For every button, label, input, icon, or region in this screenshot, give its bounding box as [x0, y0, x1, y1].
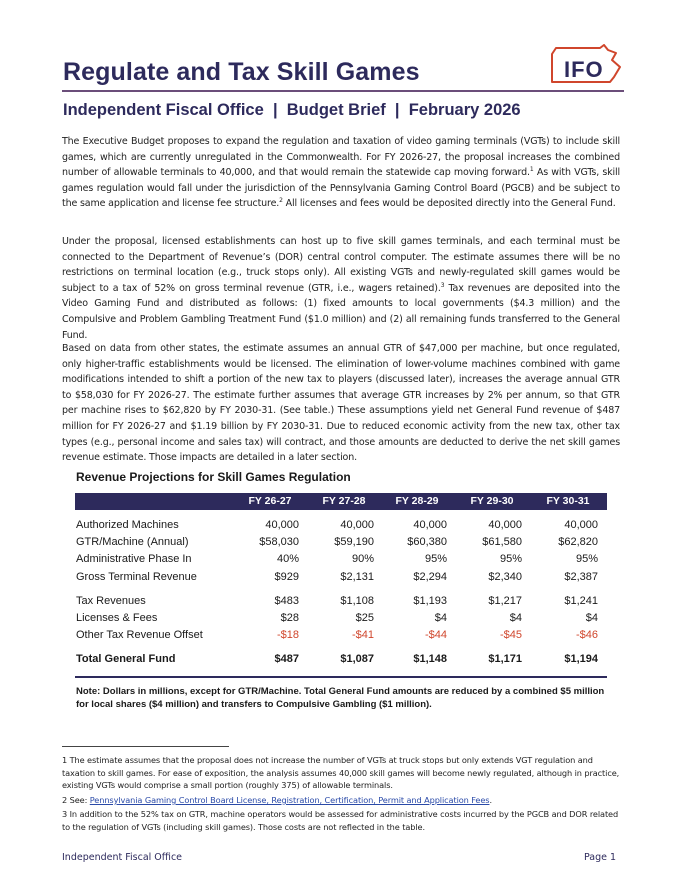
paragraph-3: Based on data from other states, the estimate assumes an annual GTR of $47,000 per machine, but once regulated, only higher-traffic establishments would be licensed. The elimination of lower-volume machines combined with game modifications intended to shift a portion of the new tax to players (discussed later), increases the average annual GTR to $58,030 for FY 2026-27. The estimate further assumes that average GTR increases by 2% per annum, so that GTR per machine rises to $62,820 by FY 2030-31. (See table.) These assumptions yield net General Fund revenue of $487 million for FY 2026-27 and $1.19 billion by FY 2030-31. Due to reduced economic activity from the new tax, other tax types (e.g., personal income and sales tax) will contract, and those amounts are deducted to derive the net skill games revenue estimate. Those impacts are detailed in a later section.: [62, 343, 620, 464]
table-cell: $929: [274, 571, 299, 583]
table-cell: $483: [274, 595, 299, 607]
table-row: [76, 569, 606, 586]
table-row: [76, 551, 606, 568]
table-cell: $25: [355, 612, 374, 624]
table-cell: $2,387: [564, 571, 598, 583]
table-cell: 40,000: [413, 519, 447, 531]
table-cell: $2,131: [340, 571, 374, 583]
table-cell: 40,000: [488, 519, 522, 531]
table-cell: -$41: [351, 629, 374, 641]
row-label: Tax Revenues: [76, 595, 146, 607]
table-row: [76, 534, 606, 551]
row-label: GTR/Machine (Annual): [76, 536, 189, 548]
table-cell: $1,087: [340, 653, 374, 665]
footnote-divider: [62, 746, 229, 747]
footnote-ref-1[interactable]: 1: [529, 166, 534, 174]
table-cell: $58,030: [259, 536, 299, 548]
table-cell: $1,241: [564, 595, 598, 607]
footnote-1: 1 The estimate assumes that the proposal does not increase the number of VGTs at truck stops but only extends VGT regulation and taxation to skill games. For ease of exposition, the analysis assumes 40,000 skill games will become newly regulated, although in practice, existing VGTs would comprise a small portion (roughly 375) of allowable terminals.: [62, 755, 620, 790]
table-cell: $1,108: [340, 595, 374, 607]
table-note: Note: Dollars in millions, except for GTR/Machine. Total General Fund amounts are reduced by a combined $5 million for local shares ($4 million) and transfers to Compulsive Gambling ($1 million).: [76, 686, 605, 710]
page-number: Page 1: [584, 852, 617, 863]
table-cell: $1,194: [564, 653, 598, 665]
row-label: Authorized Machines: [76, 519, 179, 531]
table-cell: 40,000: [340, 519, 374, 531]
pgcb-fees-link[interactable]: Pennsylvania Gaming Control Board License, Registration, Certification, Permit and Application Fees: [89, 795, 490, 805]
row-label: Gross Terminal Revenue: [76, 571, 197, 583]
table-cell: $2,340: [488, 571, 522, 583]
row-label: Total General Fund: [76, 653, 176, 665]
row-label: Licenses & Fees: [76, 612, 158, 624]
table-cell: 95%: [424, 553, 447, 565]
table-cell: 40,000: [265, 519, 299, 531]
paragraph-1: The Executive Budget proposes to expand the regulation and taxation of video gaming terminals (VGTs) to include skill games, which are currently unregulated in the Commonwealth. For FY 2026-27, the proposal increases the combined number of allowable terminals to 40,000, and that would remain the statewide cap moving forward.$^1$ As with VGTs, skill games regulation would fall under the jurisdiction of the Pennsylvania Gaming Control Board (PGCB) and be subject to the same application and license fee structure.$^2$ All licenses and fees would be deposited directly into the General Fund.: [62, 136, 620, 210]
table-cell: $1,148: [413, 653, 447, 665]
table-cell: $2,294: [413, 571, 447, 583]
table-cell: $28: [280, 612, 299, 624]
column-header: FY 28-29: [395, 495, 439, 507]
header-divider: [62, 90, 624, 92]
table-cell: $61,580: [482, 536, 522, 548]
table-cell: 95%: [499, 553, 522, 565]
table-cell: 40,000: [564, 519, 598, 531]
page-subtitle: Independent Fiscal Office | Budget Brief | February 2026: [63, 101, 521, 119]
table-cell: $487: [274, 653, 299, 665]
table-cell: -$18: [276, 629, 299, 641]
column-header: FY 29-30: [470, 495, 514, 507]
table-cell: -$45: [499, 629, 522, 641]
total-row: [76, 651, 606, 668]
paragraph-2: Under the proposal, licensed establishments can host up to five skill games terminals, and each terminal must be connected to the Department of Revenue’s (DOR) central control computer. The estimate assumes there will be no restrictions on terminal location (e.g., truck stops only). All existing VGTs and newly-regulated skill games would be subject to a tax of 52% on gross terminal revenue (GTR, i.e., wagers retained).$^3$ Tax revenues are deposited into the Video Gaming Fund and distributed as follows: (1) fixed amounts to local governments ($4.3 million) and the Compulsive and Problem Gambling Treatment Fund ($1.0 million) and (2) all remaining funds transferred to the General Fund.: [62, 236, 621, 341]
footnote-ref-2[interactable]: 2: [279, 197, 283, 205]
column-header: FY 26-27: [248, 495, 292, 507]
table-cell: 40%: [276, 553, 299, 565]
row-label: Other Tax Revenue Offset: [76, 629, 203, 641]
table-cell: $1,217: [488, 595, 522, 607]
footnote-ref-3[interactable]: 3: [440, 281, 445, 289]
table-cell: $59,190: [334, 536, 374, 548]
table-cell: $1,193: [413, 595, 447, 607]
table-header: [75, 493, 607, 510]
table-row: [76, 517, 606, 534]
row-label: Administrative Phase In: [76, 553, 192, 565]
footer-org: Independent Fiscal Office: [62, 852, 183, 863]
table-cell: $1,171: [488, 653, 522, 665]
column-header: FY 30-31: [546, 495, 590, 507]
table-cell: $4: [509, 612, 522, 624]
table-cell: $4: [585, 612, 598, 624]
table-cell: $62,820: [558, 536, 598, 548]
table-row: [76, 593, 606, 610]
page-title: Regulate and Tax Skill Games: [63, 58, 420, 86]
table-cell: -$44: [424, 629, 447, 641]
table-cell: $4: [434, 612, 447, 624]
table-row: [76, 627, 606, 644]
column-header: FY 27-28: [322, 495, 366, 507]
logo-text: IFO: [564, 57, 604, 82]
footnote-2: 2 See: Pennsylvania Gaming Control Board License, Registration, Certification, Permit and Application Fees.: [62, 795, 492, 805]
table-cell: -$46: [575, 629, 598, 641]
table-row: [76, 610, 606, 627]
table-cell: $60,380: [407, 536, 447, 548]
table-cell: 90%: [351, 553, 374, 565]
table-bottom-rule: [75, 676, 607, 678]
table-cell: 95%: [575, 553, 598, 565]
footnote-3: 3 In addition to the 52% tax on GTR, machine operators would be assessed for administrative costs incurred by the PGCB and DOR related to the regulation of VGTs (including skill games). Those costs are not reflected in the table.: [62, 809, 619, 832]
table-title: Revenue Projections for Skill Games Regulation: [76, 470, 351, 484]
